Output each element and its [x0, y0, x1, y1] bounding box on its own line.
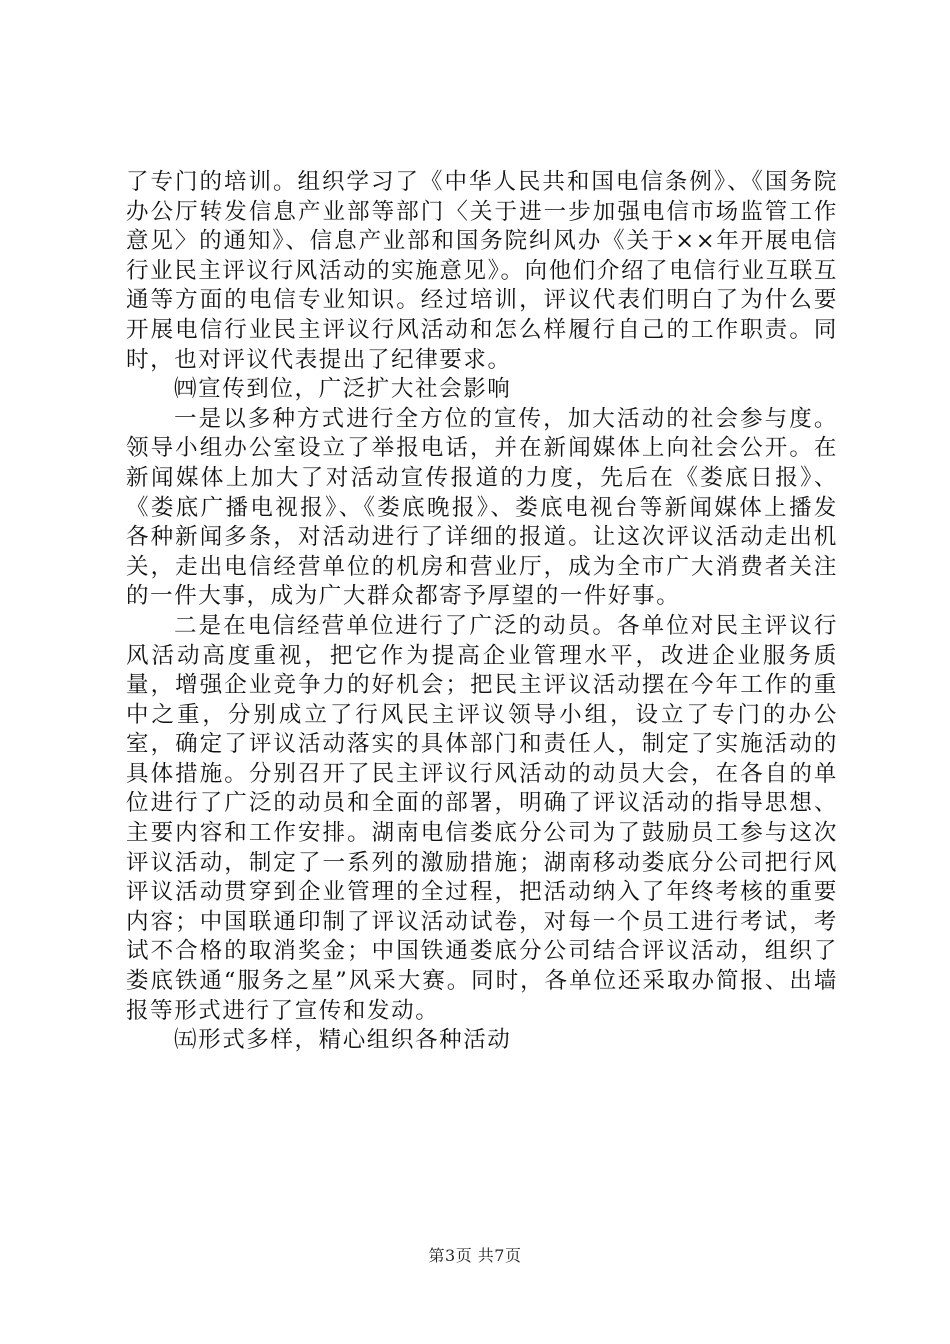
page-number-footer: 第3页 共7页 [428, 1246, 522, 1265]
paragraph-publicity-1: 一是以多种方式进行全方位的宣传，加大活动的社会参与度。领导小组办公室设立了举报电话，并在新闻媒体上向社会公开。在新闻媒体上加大了对活动宣传报道的力度，先后在《娄底日报》、《娄底广播电视报》、《娄底晚报》、娄底电视台等新闻媒体上播发各种新闻多条，对活动进行了详细的报道。让这次评议活动走出机关，走出电信经营单位的机房和营业厅，成为全市广大消费者关注的一件大事，成为广大群众都寄予厚望的一件好事。 [126, 405, 838, 610]
section-heading-publicity: ㈣宣传到位，广泛扩大社会影响 [174, 376, 512, 403]
document-body [126, 168, 838, 1056]
paragraph-training: 了专门的培训。组织学习了《中华人民共和国电信条例》、《国务院办公厅转发信息产业部等部门〈关于进一步加强电信市场监管工作意见〉的通知》、信息产业部和国务院纠风办《关于××年开展电信行业民主评议行风活动的实施意见》。向他们介绍了电信行业互联互通等方面的电信专业知识。经过培训，评议代表们明白了为什么要开展电信行业民主评议行风活动和怎么样履行自己的工作职责。同时，也对评议代表提出了纪律要求。 [126, 169, 838, 373]
section-heading-activities: ㈤形式多样，精心组织各种活动 [174, 1027, 512, 1054]
paragraph-publicity-2: 二是在电信经营单位进行了广泛的动员。各单位对民主评议行风活动高度重视，把它作为提高企业管理水平，改进企业服务质量，增强企业竞争力的好机会；把民主评议活动摆在今年工作的重中之重，分别成立了行风民主评议领导小组，设立了专门的办公室，确定了评议活动落实的具体部门和责任人，制定了实施活动的具体措施。分别召开了民主评议行风活动的动员大会，在各自的单位进行了广泛的动员和全面的部署，明确了评议活动的指导思想、主要内容和工作安排。湖南电信娄底分公司为了鼓励员工参与这次评议活动，制定了一系列的激励措施；湖南移动娄底分公司把行风评议活动贯穿到企业管理的全过程，把活动纳入了年终考核的重要内容；中国联通印制了评议活动试卷，对每一个员工进行考试，考试不合格的取消奖金；中国铁通娄底分公司结合评议活动，组织了娄底铁通“服务之星”风采大赛。同时，各单位还采取办简报、出墙报等形式进行了宣传和发动。 [126, 612, 838, 1024]
